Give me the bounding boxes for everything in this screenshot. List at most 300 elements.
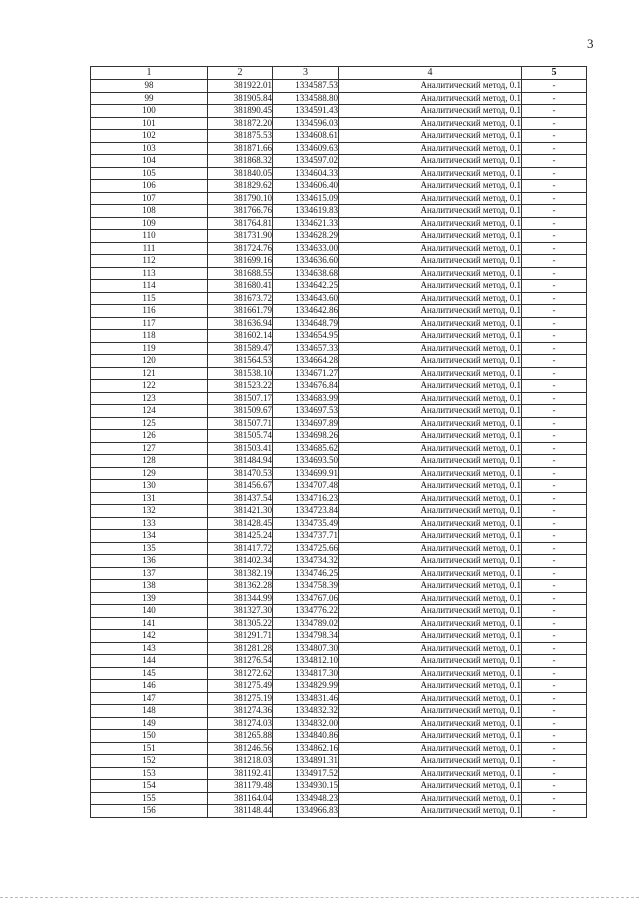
method-cell: Аналитический метод, 0.1	[339, 755, 522, 768]
method-cell: Аналитический метод, 0.1	[339, 380, 522, 393]
x-coordinate-cell: 381764.81	[208, 217, 273, 230]
table-row	[91, 555, 587, 568]
dash-cell: -	[522, 605, 587, 618]
dash-cell: -	[522, 492, 587, 505]
dash-cell: -	[522, 642, 587, 655]
method-cell: Аналитический метод, 0.1	[339, 517, 522, 530]
dash-cell: -	[522, 667, 587, 680]
method-cell: Аналитический метод, 0.1	[339, 692, 522, 705]
y-coordinate-cell: 1334831.46	[273, 692, 339, 705]
y-coordinate-cell: 1334643.60	[273, 292, 339, 305]
y-coordinate-cell: 1334621.33	[273, 217, 339, 230]
point-number-cell: 111	[91, 242, 208, 255]
method-cell: Аналитический метод, 0.1	[339, 617, 522, 630]
table-row	[91, 492, 587, 505]
method-cell: Аналитический метод, 0.1	[339, 580, 522, 593]
dash-cell: -	[522, 105, 587, 118]
dash-cell: -	[522, 567, 587, 580]
table-row	[91, 255, 587, 268]
table-row	[91, 792, 587, 805]
y-coordinate-cell: 1334606.40	[273, 180, 339, 193]
y-coordinate-cell: 1334891.31	[273, 755, 339, 768]
x-coordinate-cell: 381148.44	[208, 805, 273, 818]
table-row	[91, 505, 587, 518]
point-number-cell: 105	[91, 167, 208, 180]
table-row	[91, 767, 587, 780]
point-number-cell: 104	[91, 155, 208, 168]
table-row	[91, 442, 587, 455]
point-number-cell: 155	[91, 792, 208, 805]
method-cell: Аналитический метод, 0.1	[339, 567, 522, 580]
dash-cell: -	[522, 330, 587, 343]
y-coordinate-cell: 1334638.68	[273, 267, 339, 280]
table-row	[91, 342, 587, 355]
header-col-1: 1	[91, 67, 208, 80]
point-number-cell: 98	[91, 80, 208, 93]
dash-cell: -	[522, 742, 587, 755]
method-cell: Аналитический метод, 0.1	[339, 305, 522, 318]
point-number-cell: 140	[91, 605, 208, 618]
dash-cell: -	[522, 317, 587, 330]
y-coordinate-cell: 1334735.49	[273, 517, 339, 530]
dash-cell: -	[522, 480, 587, 493]
dash-cell: -	[522, 405, 587, 418]
y-coordinate-cell: 1334725.66	[273, 542, 339, 555]
method-cell: Аналитический метод, 0.1	[339, 717, 522, 730]
x-coordinate-cell: 381790.10	[208, 192, 273, 205]
point-number-cell: 99	[91, 92, 208, 105]
table-row	[91, 330, 587, 343]
table-row	[91, 192, 587, 205]
y-coordinate-cell: 1334604.33	[273, 167, 339, 180]
x-coordinate-cell: 381829.62	[208, 180, 273, 193]
method-cell: Аналитический метод, 0.1	[339, 630, 522, 643]
table-row	[91, 655, 587, 668]
method-cell: Аналитический метод, 0.1	[339, 742, 522, 755]
x-coordinate-cell: 381382.19	[208, 567, 273, 580]
y-coordinate-cell: 1334776.22	[273, 605, 339, 618]
x-coordinate-cell: 381276.54	[208, 655, 273, 668]
method-cell: Аналитический метод, 0.1	[339, 780, 522, 793]
method-cell: Аналитический метод, 0.1	[339, 417, 522, 430]
dash-cell: -	[522, 755, 587, 768]
table-row	[91, 692, 587, 705]
point-number-cell: 116	[91, 305, 208, 318]
y-coordinate-cell: 1334588.80	[273, 92, 339, 105]
point-number-cell: 156	[91, 805, 208, 818]
table-row	[91, 280, 587, 293]
x-coordinate-cell: 381875.53	[208, 130, 273, 143]
x-coordinate-cell: 381724.76	[208, 242, 273, 255]
point-number-cell: 136	[91, 555, 208, 568]
method-cell: Аналитический метод, 0.1	[339, 642, 522, 655]
y-coordinate-cell: 1334683.99	[273, 392, 339, 405]
x-coordinate-cell: 381766.76	[208, 205, 273, 218]
point-number-cell: 132	[91, 505, 208, 518]
table-row	[91, 805, 587, 818]
dash-cell: -	[522, 92, 587, 105]
point-number-cell: 139	[91, 592, 208, 605]
y-coordinate-cell: 1334966.83	[273, 805, 339, 818]
table-row	[91, 417, 587, 430]
x-coordinate-cell: 381274.03	[208, 717, 273, 730]
x-coordinate-cell: 381699.16	[208, 255, 273, 268]
x-coordinate-cell: 381840.05	[208, 167, 273, 180]
table-row	[91, 630, 587, 643]
table-row	[91, 542, 587, 555]
point-number-cell: 120	[91, 355, 208, 368]
table-row	[91, 355, 587, 368]
dash-cell: -	[522, 717, 587, 730]
table-row	[91, 180, 587, 193]
point-number-cell: 103	[91, 142, 208, 155]
table-row	[91, 167, 587, 180]
dash-cell: -	[522, 517, 587, 530]
method-cell: Аналитический метод, 0.1	[339, 80, 522, 93]
point-number-cell: 138	[91, 580, 208, 593]
table-row	[91, 92, 587, 105]
y-coordinate-cell: 1334840.86	[273, 730, 339, 743]
table-row	[91, 642, 587, 655]
y-coordinate-cell: 1334648.79	[273, 317, 339, 330]
y-coordinate-cell: 1334832.32	[273, 705, 339, 718]
point-number-cell: 144	[91, 655, 208, 668]
method-cell: Аналитический метод, 0.1	[339, 317, 522, 330]
x-coordinate-cell: 381275.49	[208, 680, 273, 693]
y-coordinate-cell: 1334734.32	[273, 555, 339, 568]
point-number-cell: 113	[91, 267, 208, 280]
table-row	[91, 405, 587, 418]
x-coordinate-cell: 381503.41	[208, 442, 273, 455]
y-coordinate-cell: 1334930.15	[273, 780, 339, 793]
x-coordinate-cell: 381470.53	[208, 467, 273, 480]
x-coordinate-cell: 381179.48	[208, 780, 273, 793]
point-number-cell: 133	[91, 517, 208, 530]
dash-cell: -	[522, 80, 587, 93]
point-number-cell: 147	[91, 692, 208, 705]
y-coordinate-cell: 1334671.27	[273, 367, 339, 380]
method-cell: Аналитический метод, 0.1	[339, 292, 522, 305]
method-cell: Аналитический метод, 0.1	[339, 342, 522, 355]
table-row	[91, 80, 587, 93]
y-coordinate-cell: 1334812.10	[273, 655, 339, 668]
x-coordinate-cell: 381538.10	[208, 367, 273, 380]
table-row	[91, 117, 587, 130]
dash-cell: -	[522, 342, 587, 355]
x-coordinate-cell: 381291.71	[208, 630, 273, 643]
dash-cell: -	[522, 780, 587, 793]
y-coordinate-cell: 1334798.34	[273, 630, 339, 643]
x-coordinate-cell: 381680.41	[208, 280, 273, 293]
method-cell: Аналитический метод, 0.1	[339, 392, 522, 405]
y-coordinate-cell: 1334716.23	[273, 492, 339, 505]
point-number-cell: 149	[91, 717, 208, 730]
y-coordinate-cell: 1334767.06	[273, 592, 339, 605]
header-col-3: 3	[273, 67, 339, 80]
dash-cell: -	[522, 630, 587, 643]
method-cell: Аналитический метод, 0.1	[339, 155, 522, 168]
point-number-cell: 114	[91, 280, 208, 293]
y-coordinate-cell: 1334636.60	[273, 255, 339, 268]
x-coordinate-cell: 381274.36	[208, 705, 273, 718]
x-coordinate-cell: 381484.94	[208, 455, 273, 468]
table-row	[91, 230, 587, 243]
y-coordinate-cell: 1334609.63	[273, 142, 339, 155]
method-cell: Аналитический метод, 0.1	[339, 167, 522, 180]
method-cell: Аналитический метод, 0.1	[339, 142, 522, 155]
header-col-2: 2	[208, 67, 273, 80]
method-cell: Аналитический метод, 0.1	[339, 430, 522, 443]
method-cell: Аналитический метод, 0.1	[339, 355, 522, 368]
point-number-cell: 121	[91, 367, 208, 380]
dash-cell: -	[522, 117, 587, 130]
dash-cell: -	[522, 392, 587, 405]
dash-cell: -	[522, 155, 587, 168]
method-cell: Аналитический метод, 0.1	[339, 467, 522, 480]
x-coordinate-cell: 381905.84	[208, 92, 273, 105]
x-coordinate-cell: 381673.72	[208, 292, 273, 305]
dash-cell: -	[522, 555, 587, 568]
x-coordinate-cell: 381523.22	[208, 380, 273, 393]
table-row	[91, 430, 587, 443]
x-coordinate-cell: 381305.22	[208, 617, 273, 630]
x-coordinate-cell: 381428.45	[208, 517, 273, 530]
table-row	[91, 705, 587, 718]
table-row	[91, 580, 587, 593]
y-coordinate-cell: 1334699.91	[273, 467, 339, 480]
point-number-cell: 128	[91, 455, 208, 468]
dash-cell: -	[522, 280, 587, 293]
point-number-cell: 152	[91, 755, 208, 768]
y-coordinate-cell: 1334654.95	[273, 330, 339, 343]
point-number-cell: 127	[91, 442, 208, 455]
dash-cell: -	[522, 655, 587, 668]
y-coordinate-cell: 1334619.83	[273, 205, 339, 218]
x-coordinate-cell: 381872.20	[208, 117, 273, 130]
y-coordinate-cell: 1334697.53	[273, 405, 339, 418]
table-row	[91, 480, 587, 493]
table-row	[91, 130, 587, 143]
method-cell: Аналитический метод, 0.1	[339, 555, 522, 568]
dash-cell: -	[522, 242, 587, 255]
table-row	[91, 530, 587, 543]
dash-cell: -	[522, 217, 587, 230]
point-number-cell: 134	[91, 530, 208, 543]
method-cell: Аналитический метод, 0.1	[339, 667, 522, 680]
x-coordinate-cell: 381890.45	[208, 105, 273, 118]
method-cell: Аналитический метод, 0.1	[339, 530, 522, 543]
table-row	[91, 592, 587, 605]
header-col-4: 4	[339, 67, 522, 80]
table-row	[91, 467, 587, 480]
method-cell: Аналитический метод, 0.1	[339, 92, 522, 105]
y-coordinate-cell: 1334628.29	[273, 230, 339, 243]
table-row	[91, 142, 587, 155]
method-cell: Аналитический метод, 0.1	[339, 192, 522, 205]
point-number-cell: 112	[91, 255, 208, 268]
point-number-cell: 146	[91, 680, 208, 693]
point-number-cell: 115	[91, 292, 208, 305]
x-coordinate-cell: 381868.32	[208, 155, 273, 168]
dash-cell: -	[522, 355, 587, 368]
dash-cell: -	[522, 367, 587, 380]
y-coordinate-cell: 1334676.84	[273, 380, 339, 393]
x-coordinate-cell: 381505.74	[208, 430, 273, 443]
x-coordinate-cell: 381246.56	[208, 742, 273, 755]
dash-cell: -	[522, 467, 587, 480]
y-coordinate-cell: 1334685.62	[273, 442, 339, 455]
y-coordinate-cell: 1334642.25	[273, 280, 339, 293]
point-number-cell: 126	[91, 430, 208, 443]
point-number-cell: 131	[91, 492, 208, 505]
y-coordinate-cell: 1334832.00	[273, 717, 339, 730]
x-coordinate-cell: 381688.55	[208, 267, 273, 280]
method-cell: Аналитический метод, 0.1	[339, 705, 522, 718]
y-coordinate-cell: 1334664.28	[273, 355, 339, 368]
point-number-cell: 125	[91, 417, 208, 430]
dash-cell: -	[522, 680, 587, 693]
point-number-cell: 124	[91, 405, 208, 418]
method-cell: Аналитический метод, 0.1	[339, 280, 522, 293]
point-number-cell: 107	[91, 192, 208, 205]
table-row	[91, 667, 587, 680]
y-coordinate-cell: 1334758.39	[273, 580, 339, 593]
y-coordinate-cell: 1334948.23	[273, 792, 339, 805]
method-cell: Аналитический метод, 0.1	[339, 605, 522, 618]
x-coordinate-cell: 381507.17	[208, 392, 273, 405]
method-cell: Аналитический метод, 0.1	[339, 455, 522, 468]
y-coordinate-cell: 1334746.25	[273, 567, 339, 580]
x-coordinate-cell: 381272.62	[208, 667, 273, 680]
method-cell: Аналитический метод, 0.1	[339, 792, 522, 805]
x-coordinate-cell: 381421.30	[208, 505, 273, 518]
dash-cell: -	[522, 230, 587, 243]
method-cell: Аналитический метод, 0.1	[339, 805, 522, 818]
x-coordinate-cell: 381281.28	[208, 642, 273, 655]
dash-cell: -	[522, 692, 587, 705]
y-coordinate-cell: 1334591.43	[273, 105, 339, 118]
point-number-cell: 118	[91, 330, 208, 343]
method-cell: Аналитический метод, 0.1	[339, 655, 522, 668]
dash-cell: -	[522, 130, 587, 143]
x-coordinate-cell: 381265.88	[208, 730, 273, 743]
dash-cell: -	[522, 192, 587, 205]
dash-cell: -	[522, 617, 587, 630]
point-number-cell: 100	[91, 105, 208, 118]
point-number-cell: 129	[91, 467, 208, 480]
x-coordinate-cell: 381871.66	[208, 142, 273, 155]
y-coordinate-cell: 1334693.50	[273, 455, 339, 468]
table-row	[91, 155, 587, 168]
y-coordinate-cell: 1334697.89	[273, 417, 339, 430]
y-coordinate-cell: 1334807.30	[273, 642, 339, 655]
point-number-cell: 106	[91, 180, 208, 193]
point-number-cell: 123	[91, 392, 208, 405]
method-cell: Аналитический метод, 0.1	[339, 130, 522, 143]
dash-cell: -	[522, 430, 587, 443]
method-cell: Аналитический метод, 0.1	[339, 442, 522, 455]
x-coordinate-cell: 381602.14	[208, 330, 273, 343]
y-coordinate-cell: 1334633.00	[273, 242, 339, 255]
table-header-row	[91, 67, 587, 80]
point-number-cell: 119	[91, 342, 208, 355]
y-coordinate-cell: 1334917.52	[273, 767, 339, 780]
table-row	[91, 680, 587, 693]
dash-cell: -	[522, 442, 587, 455]
x-coordinate-cell: 381509.67	[208, 405, 273, 418]
dash-cell: -	[522, 530, 587, 543]
point-number-cell: 122	[91, 380, 208, 393]
point-number-cell: 109	[91, 217, 208, 230]
table-row	[91, 455, 587, 468]
page-footer-divider	[0, 897, 639, 898]
table-row	[91, 742, 587, 755]
table-row	[91, 267, 587, 280]
point-number-cell: 150	[91, 730, 208, 743]
table-body	[91, 80, 587, 818]
x-coordinate-cell: 381425.24	[208, 530, 273, 543]
method-cell: Аналитический метод, 0.1	[339, 505, 522, 518]
method-cell: Аналитический метод, 0.1	[339, 767, 522, 780]
dash-cell: -	[522, 792, 587, 805]
point-number-cell: 101	[91, 117, 208, 130]
x-coordinate-cell: 381507.71	[208, 417, 273, 430]
table-row	[91, 567, 587, 580]
x-coordinate-cell: 381192.41	[208, 767, 273, 780]
method-cell: Аналитический метод, 0.1	[339, 242, 522, 255]
x-coordinate-cell: 381731.90	[208, 230, 273, 243]
dash-cell: -	[522, 767, 587, 780]
method-cell: Аналитический метод, 0.1	[339, 367, 522, 380]
point-number-cell: 117	[91, 317, 208, 330]
y-coordinate-cell: 1334817.30	[273, 667, 339, 680]
point-number-cell: 141	[91, 617, 208, 630]
x-coordinate-cell: 381661.79	[208, 305, 273, 318]
dash-cell: -	[522, 580, 587, 593]
x-coordinate-cell: 381362.28	[208, 580, 273, 593]
table-row	[91, 367, 587, 380]
y-coordinate-cell: 1334608.61	[273, 130, 339, 143]
method-cell: Аналитический метод, 0.1	[339, 180, 522, 193]
table-row	[91, 717, 587, 730]
y-coordinate-cell: 1334587.53	[273, 80, 339, 93]
dash-cell: -	[522, 142, 587, 155]
method-cell: Аналитический метод, 0.1	[339, 480, 522, 493]
method-cell: Аналитический метод, 0.1	[339, 492, 522, 505]
coordinates-table	[90, 66, 587, 818]
method-cell: Аналитический метод, 0.1	[339, 730, 522, 743]
x-coordinate-cell: 381344.99	[208, 592, 273, 605]
table-row	[91, 205, 587, 218]
point-number-cell: 143	[91, 642, 208, 655]
x-coordinate-cell: 381218.03	[208, 755, 273, 768]
y-coordinate-cell: 1334707.48	[273, 480, 339, 493]
method-cell: Аналитический метод, 0.1	[339, 267, 522, 280]
table-row	[91, 730, 587, 743]
point-number-cell: 148	[91, 705, 208, 718]
table-row	[91, 380, 587, 393]
method-cell: Аналитический метод, 0.1	[339, 230, 522, 243]
point-number-cell: 108	[91, 205, 208, 218]
x-coordinate-cell: 381589.47	[208, 342, 273, 355]
table-row	[91, 517, 587, 530]
table-row	[91, 242, 587, 255]
dash-cell: -	[522, 542, 587, 555]
dash-cell: -	[522, 267, 587, 280]
point-number-cell: 130	[91, 480, 208, 493]
x-coordinate-cell: 381164.04	[208, 792, 273, 805]
dash-cell: -	[522, 292, 587, 305]
